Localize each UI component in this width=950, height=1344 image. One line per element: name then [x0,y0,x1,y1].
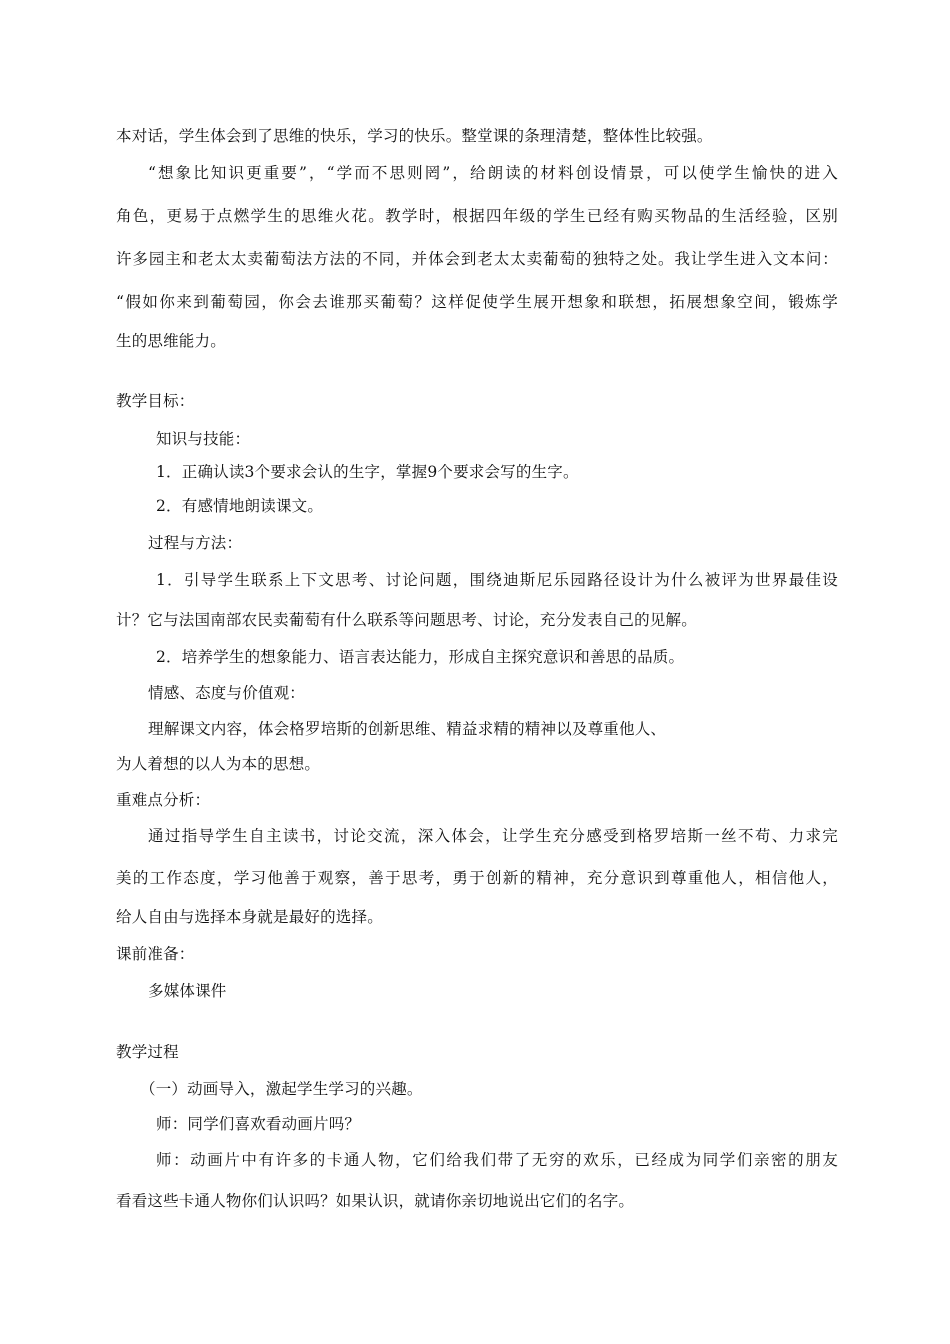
emotion-heading: 情感、态度与价值观： [148,684,306,702]
reflection-line-5: “假如你来到葡萄园，你会去谁那买葡萄？这样促使学生展开想象和联想，拓展想象空间，锻炼学 [116,293,838,311]
emotion-item-1a: 理解课文内容，体会格罗培斯的创新思维、精益求精的精神以及尊重他人、 [148,720,667,738]
key-points-line-1: 通过指导学生自主读书，讨论交流，深入体会，让学生充分感受到格罗培斯一丝不苟、力求完 [148,827,838,845]
process-method-item-1b: 计？它与法国南部农民卖葡萄有什么联系等问题思考、讨论，充分发表自己的见解。 [116,611,697,629]
teaching-step-1: （一）动画导入，激起学生学习的兴趣。 [140,1080,423,1098]
teacher-line-2b: 看看这些卡通人物你们认识吗？如果认识，就请你亲切地说出它们的名字。 [116,1192,635,1210]
process-method-heading: 过程与方法： [148,534,243,552]
key-points-line-2: 美的工作态度，学习他善于观察，善于思考，勇于创新的精神，充分意识到尊重他人，相信他人， [116,869,838,887]
knowledge-item-1: 1．正确认读3个要求会认的生字，掌握9个要求会写的生字。 [156,463,579,481]
reflection-line-1: 本对话，学生体会到了思维的快乐，学习的快乐。整堂课的条理清楚，整体性比较强。 [116,127,713,145]
reflection-line-6: 生的思维能力。 [116,332,226,350]
key-points-line-3: 给人自由与选择本身就是最好的选择。 [116,908,383,926]
teaching-process-heading: 教学过程 [116,1043,179,1061]
process-method-item-2: 2．培养学生的想象能力、语言表达能力，形成自主探究意识和善思的品质。 [156,648,685,666]
reflection-line-3: 角色，更易于点燃学生的思维火花。教学时，根据四年级的学生已经有购买物品的生活经验，区别 [116,207,838,225]
goals-heading: 教学目标： [116,392,195,410]
teacher-line-1: 师：同学们喜欢看动画片吗？ [156,1115,361,1133]
process-method-item-1a: 1．引导学生联系上下文思考、讨论问题，围绕迪斯尼乐园路径设计为什么被评为世界最佳设 [156,571,838,589]
preparation-item: 多媒体课件 [148,982,227,1000]
knowledge-item-2: 2．有感情地朗读课文。 [156,497,324,515]
emotion-item-1b: 为人着想的以人为本的思想。 [116,755,321,773]
preparation-heading: 课前准备： [116,945,195,963]
knowledge-heading: 知识与技能： [156,430,251,448]
reflection-line-2: “想象比知识更重要”，“学而不思则罔”，给朗读的材料创设情景，可以使学生愉快的进入 [148,164,838,182]
reflection-line-4: 许多园主和老太太卖葡萄法方法的不同，并体会到老太太卖葡萄的独特之处。我让学生进入文本问： [116,250,838,268]
teacher-line-2a: 师：动画片中有许多的卡通人物，它们给我们带了无穷的欢乐，已经成为同学们亲密的朋友 [156,1151,838,1169]
key-points-heading: 重难点分析： [116,791,211,809]
